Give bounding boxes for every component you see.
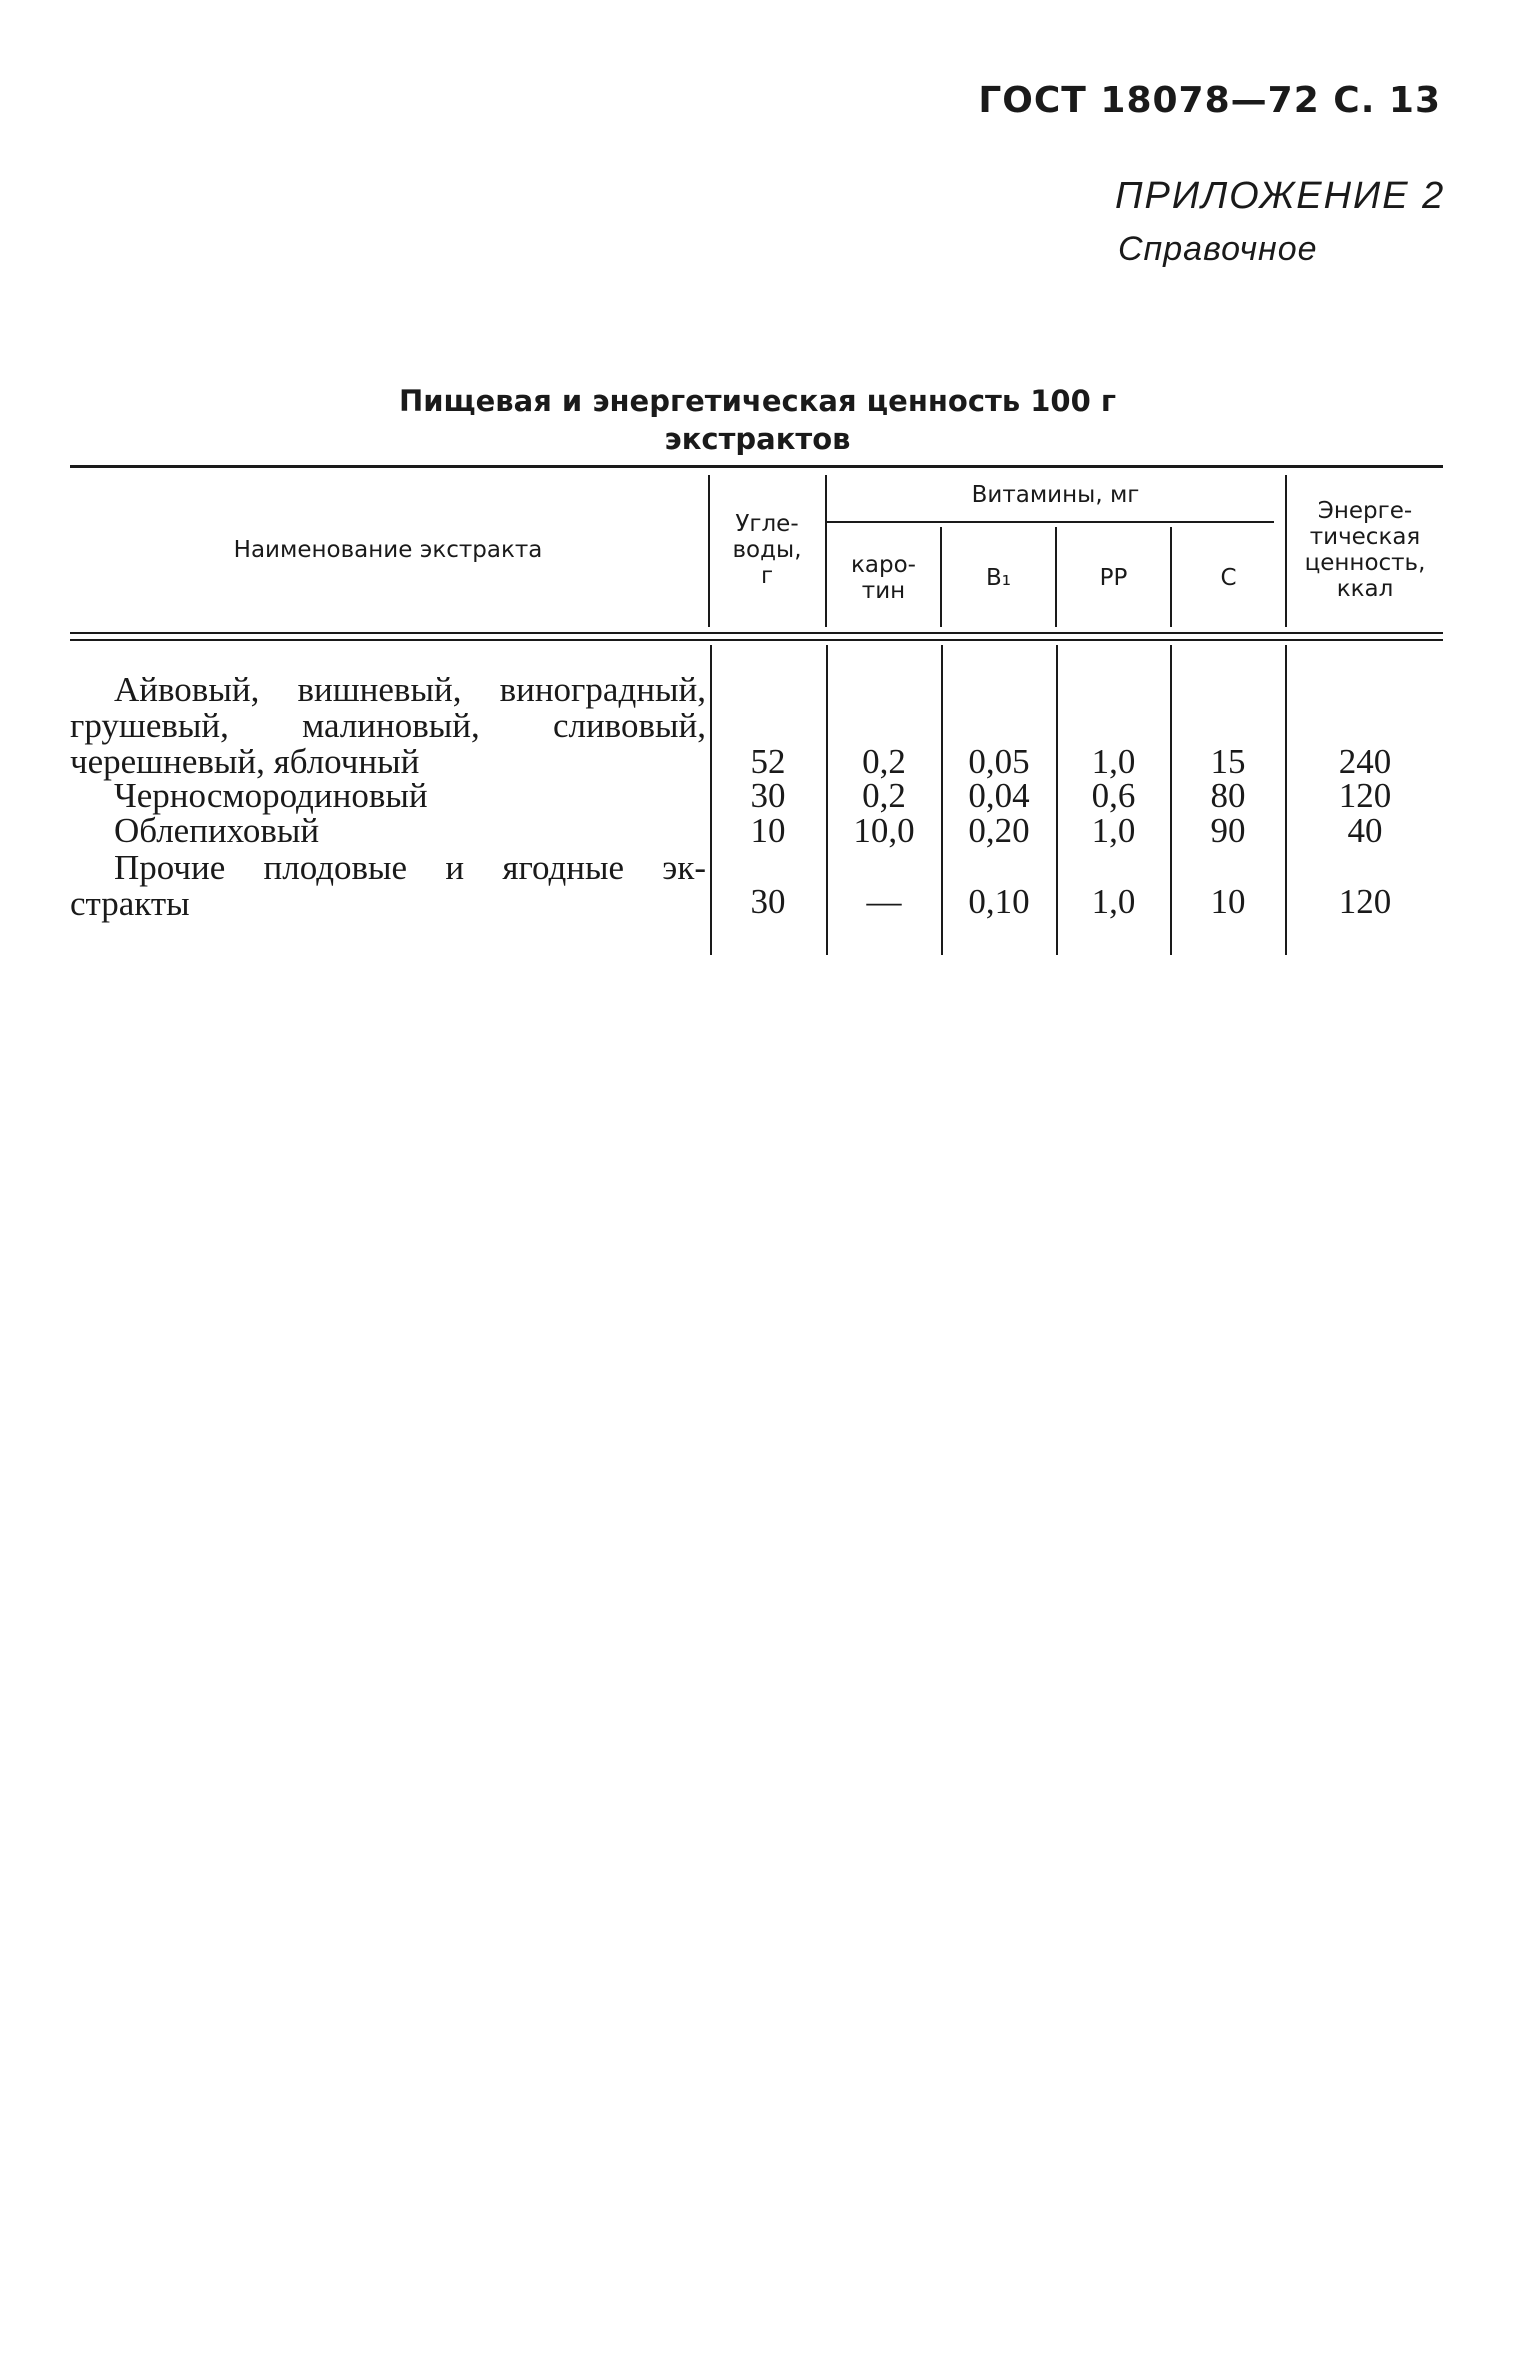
- header-energy: [1287, 470, 1443, 630]
- row-4-energy: 120: [1338, 882, 1392, 921]
- header-carbs-line-1: Угле-: [735, 511, 799, 537]
- header-carbs-line-2: воды,: [732, 537, 802, 563]
- header-carbs: [710, 470, 824, 630]
- header-carotene-line-1: каро-: [851, 551, 916, 578]
- vitamins-divider: [826, 521, 1274, 523]
- row-1-carbs: 52: [750, 742, 786, 781]
- row-3-name-line-1: Облепиховый: [114, 811, 320, 850]
- row-1-energy: 240: [1338, 742, 1392, 781]
- row-3-energy: 40: [1347, 811, 1383, 850]
- appendix-type: Справочное: [1118, 230, 1318, 268]
- row-4-c: 10: [1210, 882, 1246, 921]
- header-c-label: C: [1220, 564, 1237, 591]
- row-4-name-line-2: стракты: [70, 884, 190, 923]
- table-title-line-2: экстрактов: [664, 422, 851, 456]
- row-3-pp: 1,0: [1091, 811, 1136, 850]
- header-c: [1172, 525, 1285, 630]
- table-title: [300, 382, 1215, 458]
- row-3-carbs: 10: [750, 811, 786, 850]
- header-energy-line-4: ккал: [1336, 576, 1394, 602]
- row-2-pp: 0,6: [1091, 776, 1136, 815]
- row-1-name-line-1: Айвовый, вишневый, виноградный,: [114, 670, 706, 709]
- appendix-title: ПРИЛОЖЕНИЕ 2: [1115, 175, 1446, 217]
- row-1-pp: 1,0: [1091, 742, 1136, 781]
- header-pp-label: PP: [1099, 564, 1128, 591]
- document-code: ГОСТ 18078—72 С. 13: [978, 80, 1441, 121]
- row-1-carotene: 0,2: [862, 742, 906, 781]
- header-vitamins: [827, 472, 1284, 518]
- row-4-pp: 1,0: [1091, 882, 1136, 921]
- header-energy-line-3: ценность,: [1304, 550, 1426, 576]
- row-2-carotene: 0,2: [862, 776, 906, 815]
- row-4-name-line-1: Прочие плодовые и ягодные эк-: [114, 848, 706, 887]
- row-2-carbs: 30: [750, 776, 786, 815]
- header-energy-line-2: тическая: [1309, 524, 1421, 550]
- row-4-carotene: —: [866, 882, 902, 921]
- row-3-c: 90: [1210, 811, 1246, 850]
- header-b1-label: B₁: [986, 564, 1011, 591]
- row-2-energy: 120: [1338, 776, 1392, 815]
- header-bottom-rule-2: [70, 639, 1443, 641]
- header-name: [70, 470, 706, 630]
- row-1-c: 15: [1210, 742, 1246, 781]
- table-title-line-1: Пищевая и энергетическая ценность 100 г: [398, 384, 1117, 418]
- row-1-name-line-2: грушевый, малиновый, сливовый,: [70, 706, 706, 745]
- row-1-name-line-3: черешневый, яблочный: [70, 742, 420, 781]
- header-carotene-line-2: тин: [861, 577, 906, 604]
- header-bottom-rule-1: [70, 632, 1443, 634]
- row-3-carotene: 10,0: [853, 811, 915, 850]
- header-vitamins-label: Витамины, мг: [971, 482, 1140, 508]
- row-3-b1: 0,20: [968, 811, 1030, 850]
- row-2-b1: 0,04: [968, 776, 1030, 815]
- header-name-label: Наименование экстракта: [233, 537, 543, 563]
- header-pp: [1057, 525, 1170, 630]
- header-energy-line-1: Энерге-: [1317, 498, 1413, 524]
- row-2-c: 80: [1210, 776, 1246, 815]
- row-2-name-line-1: Черносмородиновый: [114, 776, 428, 815]
- table-top-rule: [70, 465, 1443, 468]
- header-carotene: [827, 525, 940, 630]
- row-1-b1: 0,05: [968, 742, 1030, 781]
- row-4-b1: 0,10: [968, 882, 1030, 921]
- header-carbs-line-3: г: [760, 563, 774, 589]
- row-4-carbs: 30: [750, 882, 786, 921]
- header-b1: [942, 525, 1055, 630]
